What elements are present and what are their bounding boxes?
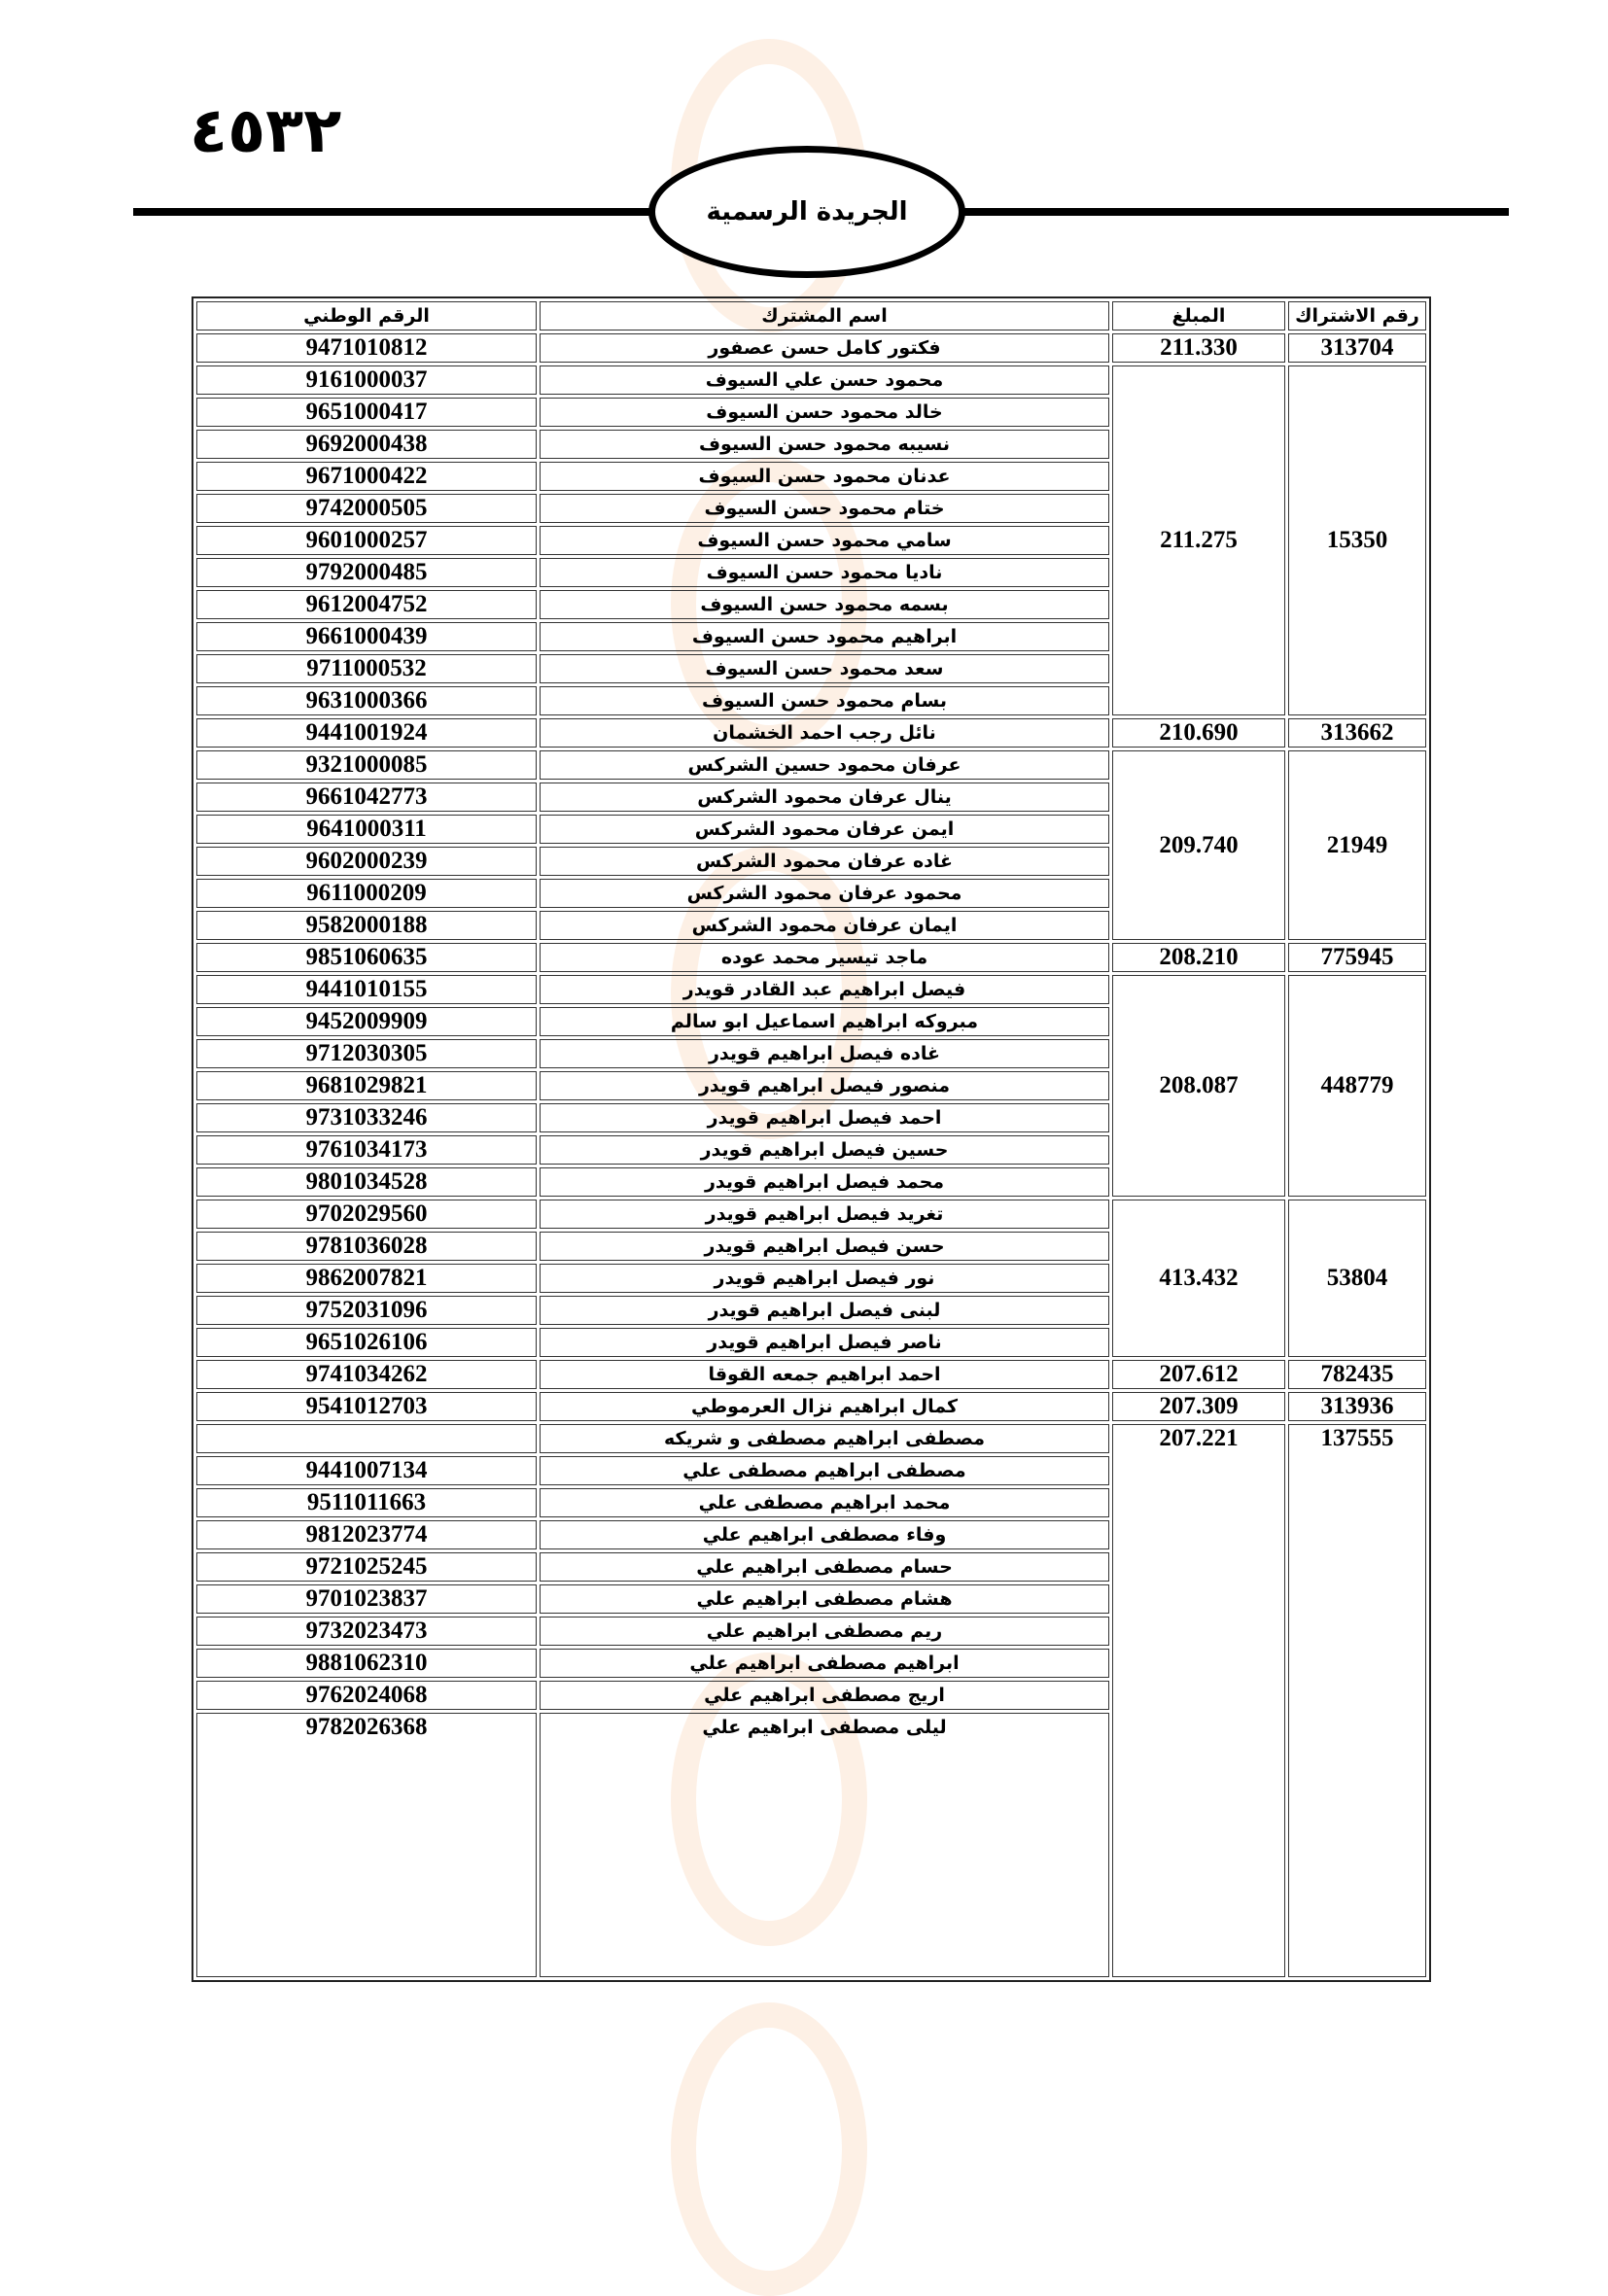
subscriber-name: وفاء مصطفى ابراهيم علي [540,1520,1109,1549]
national-id: 9611000209 [196,879,537,908]
subscriber-name: ابراهيم محمود حسن السيوف [540,622,1109,651]
national-id: 9452009909 [196,1007,537,1036]
table-row [196,975,1426,1004]
national-id: 9741034262 [196,1360,537,1389]
subscriber-name: كمال ابراهيم نزال العرموطي [540,1392,1109,1421]
national-id: 9651026106 [196,1328,537,1357]
subscriber-name: محمد فيصل ابراهيم قويدر [540,1167,1109,1197]
national-id: 9511011663 [196,1488,537,1517]
table-row [196,333,1426,363]
subscriber-name: ماجد تيسير محمد عوده [540,943,1109,972]
national-id: 9441001924 [196,718,537,748]
national-id: 9641000311 [196,815,537,844]
title-oval [648,146,965,278]
table-row [196,1200,1426,1229]
subscriber-name: سعد محمود حسن السيوف [540,654,1109,683]
amount: 207.612 [1112,1360,1285,1389]
subscriber-name: احمد فيصل ابراهيم قويدر [540,1103,1109,1132]
national-id: 9441010155 [196,975,537,1004]
amount: 210.690 [1112,718,1285,748]
subscription-number: 313936 [1288,1392,1426,1421]
national-id: 9661000439 [196,622,537,651]
subscriber-name: ختام محمود حسن السيوف [540,494,1109,523]
amount: 207.221 [1112,1424,1285,1977]
national-id: 9762024068 [196,1681,537,1710]
subscriber-name: خالد محمود حسن السيوف [540,398,1109,427]
national-id: 9801034528 [196,1167,537,1197]
national-id: 9881062310 [196,1649,537,1678]
national-id: 9732023473 [196,1617,537,1646]
subscription-number: 53804 [1288,1200,1426,1357]
national-id: 9792000485 [196,558,537,587]
table-row [196,718,1426,748]
subscriber-name: محمد ابراهيم مصطفى علي [540,1488,1109,1517]
subscriber-name: ابراهيم مصطفى ابراهيم علي [540,1649,1109,1678]
table-row [196,750,1426,780]
header-subscription: رقم الاشتراك [1288,301,1426,330]
subscribers-table [192,296,1431,1982]
subscriber-name: سامي محمود حسن السيوف [540,526,1109,555]
subscriber-name: عدنان محمود حسن السيوف [540,462,1109,491]
header-amount: المبلغ [1112,301,1285,330]
amount: 211.330 [1112,333,1285,363]
subscriber-name: بسام محمود حسن السيوف [540,686,1109,715]
subscriber-name: فكتور كامل حسن عصفور [540,333,1109,363]
subscriber-name: اريج مصطفى ابراهيم علي [540,1681,1109,1710]
amount: 209.740 [1112,750,1285,940]
subscription-number: 448779 [1288,975,1426,1197]
national-id: 9321000085 [196,750,537,780]
subscriber-name: ايمن عرفان محمود الشركس [540,815,1109,844]
subscriber-name: بسمه محمود حسن السيوف [540,590,1109,619]
page-number: ٤٥٣٢ [190,95,342,167]
national-id: 9692000438 [196,430,537,459]
national-id: 9541012703 [196,1392,537,1421]
national-id: 9441007134 [196,1456,537,1485]
amount: 208.087 [1112,975,1285,1197]
national-id: 9761034173 [196,1135,537,1165]
subscriber-name: ناديا محمود حسن السيوف [540,558,1109,587]
subscriber-name: فيصل ابراهيم عبد القادر قويدر [540,975,1109,1004]
subscriber-name: نائل رجب احمد الخشمان [540,718,1109,748]
subscriber-name: مبروكه ابراهيم اسماعيل ابو سالم [540,1007,1109,1036]
national-id: 9161000037 [196,365,537,395]
subscriber-name: ليلى مصطفى ابراهيم علي [540,1713,1109,1977]
subscriber-name: غاده فيصل ابراهيم قويدر [540,1039,1109,1068]
national-id: 9661042773 [196,783,537,812]
subscriber-name: احمد ابراهيم جمعه القوقا [540,1360,1109,1389]
subscription-number: 21949 [1288,750,1426,940]
subscription-number: 15350 [1288,365,1426,715]
table-row [196,1360,1426,1389]
national-id: 9742000505 [196,494,537,523]
subscriber-name: غاده عرفان محمود الشركس [540,847,1109,876]
national-id: 9612004752 [196,590,537,619]
header-subscriber: اسم المشترك [540,301,1109,330]
subscriber-name: نور فيصل ابراهيم قويدر [540,1264,1109,1293]
table-row [196,943,1426,972]
subscriber-name: حسن فيصل ابراهيم قويدر [540,1232,1109,1261]
subscriber-name: هشام مصطفى ابراهيم علي [540,1584,1109,1614]
subscriber-name: ريم مصطفى ابراهيم علي [540,1617,1109,1646]
subscriber-name: تغريد فيصل ابراهيم قويدر [540,1200,1109,1229]
header-national-id: الرقم الوطني [196,301,537,330]
subscriber-name: مصطفى ابراهيم مصطفى و شريكه [540,1424,1109,1453]
national-id: 9582000188 [196,911,537,940]
national-id: 9681029821 [196,1071,537,1100]
amount: 208.210 [1112,943,1285,972]
subscriber-name: محمود عرفان محمود الشركس [540,879,1109,908]
subscriber-name: نسيبه محمود حسن السيوف [540,430,1109,459]
subscription-number: 782435 [1288,1360,1426,1389]
amount: 207.309 [1112,1392,1285,1421]
national-id: 9711000532 [196,654,537,683]
national-id: 9752031096 [196,1296,537,1325]
national-id [196,1424,537,1453]
subscriber-name: حسين فيصل ابراهيم قويدر [540,1135,1109,1165]
national-id: 9782026368 [196,1713,537,1977]
subscriber-name: حسام مصطفى ابراهيم علي [540,1552,1109,1582]
subscription-number: 313662 [1288,718,1426,748]
subscriber-name: مصطفى ابراهيم مصطفى علي [540,1456,1109,1485]
subscription-number: 313704 [1288,333,1426,363]
national-id: 9651000417 [196,398,537,427]
amount: 413.432 [1112,1200,1285,1357]
national-id: 9471010812 [196,333,537,363]
national-id: 9781036028 [196,1232,537,1261]
table-header-row [196,301,1426,330]
subscription-number: 137555 [1288,1424,1426,1977]
national-id: 9731033246 [196,1103,537,1132]
table-row [196,365,1426,395]
national-id: 9721025245 [196,1552,537,1582]
national-id: 9671000422 [196,462,537,491]
subscriber-name: ناصر فيصل ابراهيم قويدر [540,1328,1109,1357]
national-id: 9851060635 [196,943,537,972]
national-id: 9812023774 [196,1520,537,1549]
national-id: 9602000239 [196,847,537,876]
subscriber-name: عرفان محمود حسين الشركس [540,750,1109,780]
subscriber-name: ينال عرفان محمود الشركس [540,783,1109,812]
subscription-number: 775945 [1288,943,1426,972]
table-row [196,1392,1426,1421]
national-id: 9601000257 [196,526,537,555]
publication-title: الجريدة الرسمية [706,197,908,226]
national-id: 9631000366 [196,686,537,715]
watermark-clock-ring [671,2002,867,2296]
subscriber-name: لبنى فيصل ابراهيم قويدر [540,1296,1109,1325]
subscriber-name: ايمان عرفان محمود الشركس [540,911,1109,940]
national-id: 9712030305 [196,1039,537,1068]
national-id: 9701023837 [196,1584,537,1614]
national-id: 9862007821 [196,1264,537,1293]
subscriber-name: منصور فيصل ابراهيم قويدر [540,1071,1109,1100]
table-row [196,1424,1426,1453]
national-id: 9702029560 [196,1200,537,1229]
amount: 211.275 [1112,365,1285,715]
subscriber-name: محمود حسن علي السيوف [540,365,1109,395]
